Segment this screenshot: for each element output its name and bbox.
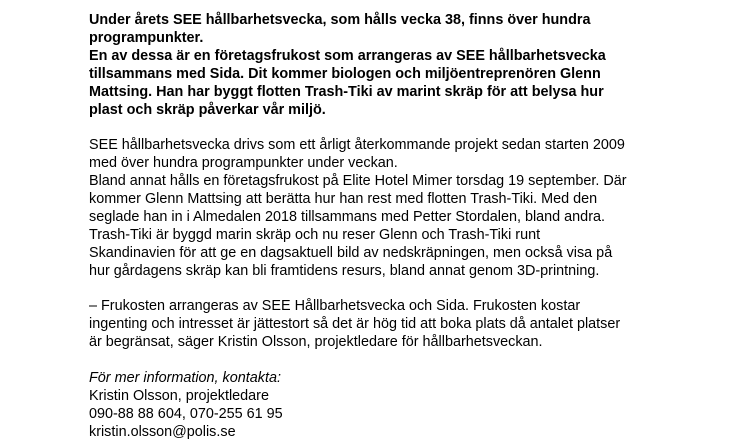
lead-line: programpunkter. — [89, 29, 204, 46]
body-line: Skandinavien för att ge en dagsaktuell bild av nedskräpningen, men också visa på — [89, 244, 613, 261]
contact-phone: 090-88 88 604, 070-255 61 95 — [89, 405, 283, 422]
quote-paragraph — [89, 298, 739, 352]
body-line: hur gårdagens skräp kan bli framtidens resurs, bland annat genom 3D-printning. — [89, 262, 600, 279]
contact-name: Kristin Olsson, projektledare — [89, 387, 269, 404]
lead-line: tillsammans med Sida. Dit kommer biologen och miljöentreprenören Glenn — [89, 65, 601, 82]
body-line: med över hundra programpunkter under veckan. — [89, 155, 398, 172]
body-line: Trash-Tiki är byggd marin skräp och nu reser Glenn och Trash-Tiki runt — [89, 226, 541, 243]
lead-paragraph — [89, 12, 739, 119]
contact-block — [89, 370, 739, 442]
body-line: seglade han in i Almedalen 2018 tillsammans med Petter Stordalen, bland andra. — [89, 208, 605, 225]
body-line: SEE hållbarhetsvecka drivs som ett årligt återkommande projekt sedan starten 2009 — [89, 137, 625, 154]
lead-line: Mattsing. Han har byggt flotten Trash-Tiki av marint skräp för att belysa hur — [89, 83, 604, 100]
body-line: Bland annat hålls en företagsfrukost på Elite Hotel Mimer torsdag 19 september. Där — [89, 173, 627, 190]
quote-line: ingenting och intresset är jättestort så det är hög tid att boka plats då antalet platser — [89, 316, 621, 333]
lead-line: plast och skräp påverkar vår miljö. — [89, 101, 326, 118]
paragraph-spacer — [89, 281, 739, 299]
body-line: kommer Glenn Mattsing att berätta hur han rest med flotten Trash-Tiki. Med den — [89, 191, 598, 208]
press-release-document — [89, 12, 739, 442]
body-paragraph — [89, 137, 739, 280]
lead-line: Under årets SEE hållbarhetsvecka, som hålls vecka 38, finns över hundra — [89, 12, 591, 28]
lead-line: En av dessa är en företagsfrukost som arrangeras av SEE hållbarhetsvecka — [89, 47, 606, 64]
paragraph-spacer — [89, 119, 739, 137]
quote-line: är begränsat, säger Kristin Olsson, projektledare för hållbarhetsveckan. — [89, 334, 543, 351]
paragraph-spacer — [89, 352, 739, 370]
quote-line: – Frukosten arrangeras av SEE Hållbarhetsvecka och Sida. Frukosten kostar — [89, 298, 581, 315]
contact-heading: För mer information, kontakta: — [89, 370, 281, 387]
contact-email-link[interactable]: kristin.olsson@polis.se — [89, 423, 236, 440]
